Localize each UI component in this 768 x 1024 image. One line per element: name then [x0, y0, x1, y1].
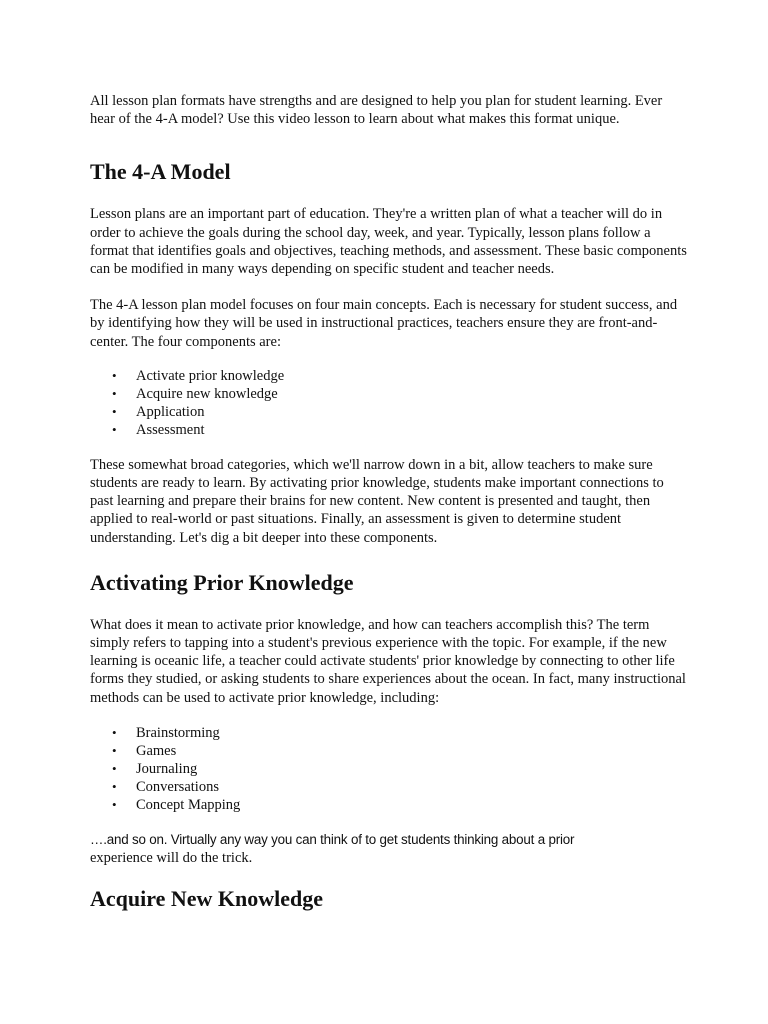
- and-so-on-line-1: ….and so on. Virtually any way you can think of to get students thinking about a prior: [90, 831, 575, 847]
- list-item: • Concept Mapping: [90, 796, 690, 814]
- heading-activating-prior-knowledge: Activating Prior Knowledge: [90, 569, 354, 595]
- prior-knowledge-paragraph: What does it mean to activate prior knowledge, and how can teachers accomplish this? The term simply refers to tapping into a student's previous experience with the topic. For example, if the new learning is oceanic life, a teacher could activate students' prior knowledge by connecting to other life forms they studied, or asking students to share experiences about the ocean. In fact, many instructional methods can be used to activate prior knowledge, including:: [90, 616, 686, 706]
- intro-paragraph: All lesson plan formats have strengths and are designed to help you plan for student learning. Ever hear of the 4-A model? Use this video lesson to learn about what makes this format unique.: [90, 93, 663, 128]
- list-item: • Brainstorming: [90, 724, 690, 742]
- list-item: • Acquire new knowledge: [90, 385, 690, 403]
- list-item: • Activate prior knowledge: [90, 367, 690, 385]
- heading-acquire-new-knowledge: Acquire New Knowledge: [90, 886, 324, 912]
- lesson-plans-paragraph: Lesson plans are an important part of education. They're a written plan of what a teacher will do in order to achieve the goals during the school day, week, and year. Typically, lesson plans follow a format that identifies goals and objectives, teaching methods, and assessment. These basic components can be modified in many ways depending on specific student and teacher needs.: [90, 206, 687, 278]
- and-so-on-paragraph: [90, 831, 690, 867]
- categories-paragraph: These somewhat broad categories, which we'll narrow down in a bit, allow teachers to make sure students are ready to learn. By activating prior knowledge, students make important connections to past learning and prepare their brains for new content. New content is presented and taught, then applied to real-world or past situations. Finally, an assessment is given to determine student understanding. Let's dig a bit deeper into these components.: [90, 456, 664, 546]
- four-a-paragraph: The 4-A lesson plan model focuses on four main concepts. Each is necessary for student success, and by identifying how they will be used in instructional practices, teachers ensure they are front-and-center. The four components are:: [90, 297, 678, 350]
- components-list: [90, 367, 690, 439]
- list-item: • Conversations: [90, 778, 690, 796]
- list-item: • Application: [90, 403, 690, 421]
- list-item: • Journaling: [90, 760, 690, 778]
- document-page: [90, 92, 690, 912]
- list-item: • Games: [90, 742, 690, 760]
- and-so-on-line-2: experience will do the trick.: [90, 850, 253, 867]
- heading-4a-model: The 4-A Model: [90, 159, 231, 185]
- list-item: • Assessment: [90, 421, 690, 439]
- methods-list: [90, 724, 690, 814]
